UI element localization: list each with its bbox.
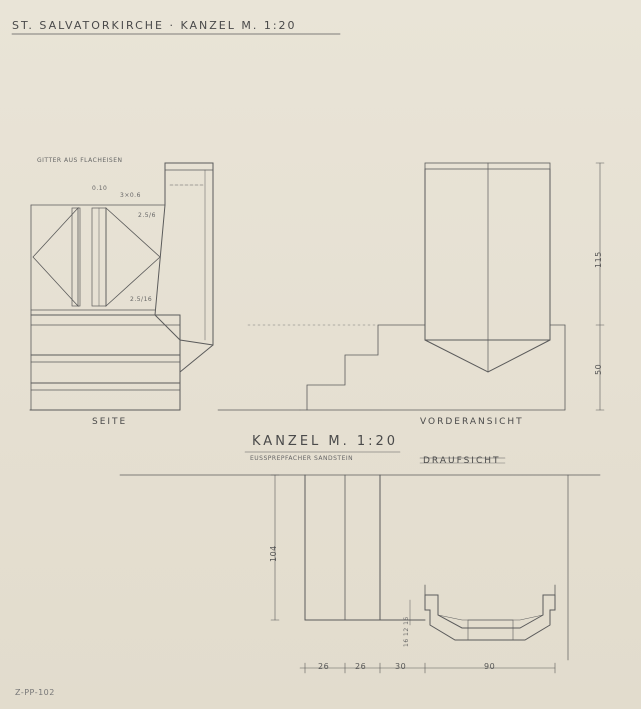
- plan-heading: KANZEL M. 1:20: [252, 434, 399, 449]
- dim-plan-height: 104: [269, 545, 278, 562]
- side-view: [30, 163, 300, 410]
- front-view: [248, 163, 604, 410]
- note-d: 2.5/16: [130, 296, 153, 303]
- dim-plan-small: 16 12 16: [403, 616, 410, 647]
- dim-bottom-1: 26: [318, 662, 330, 671]
- dim-front-lower: 50: [594, 363, 603, 375]
- dim-bottom-2: 26: [355, 662, 367, 671]
- label-seite: SEITE: [92, 417, 128, 427]
- sheet-title: ST. SALVATORKIRCHE · KANZEL M. 1:20: [12, 19, 297, 32]
- label-draufsicht: DRAUFSICHT: [423, 456, 501, 466]
- note-b: 3×0.6: [120, 192, 141, 199]
- plan-material: EUSSPREPFACHER SANDSTEIN: [250, 455, 354, 462]
- note-a: 0.10: [92, 185, 108, 192]
- plan-view: [120, 452, 600, 673]
- dim-bottom-3: 30: [395, 662, 407, 671]
- dim-front-upper: 115: [594, 251, 603, 268]
- note-c: 2.5/6: [138, 212, 156, 219]
- label-vorderansicht: VORDERANSICHT: [420, 417, 524, 427]
- archive-id: Z-PP-102: [15, 688, 55, 697]
- note-gitter: GITTER AUS FLACHEISEN: [37, 157, 123, 164]
- dim-bottom-4: 90: [484, 662, 496, 671]
